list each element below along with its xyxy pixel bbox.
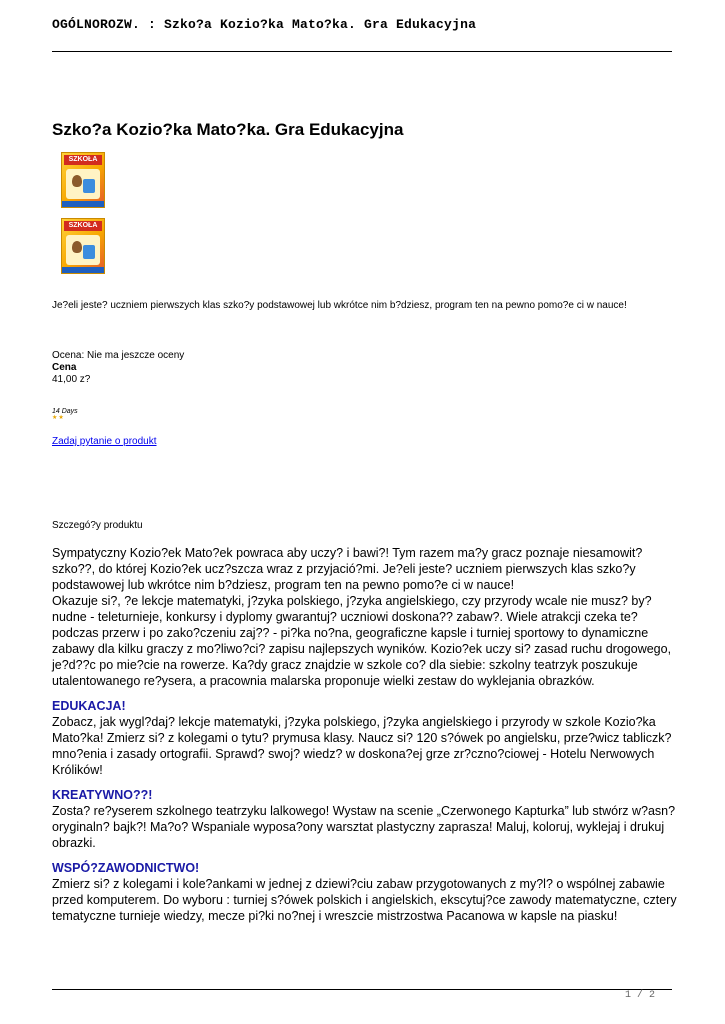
- box-artwork: [66, 235, 100, 265]
- section-heading-kreatywnosc: KREATYWNO??!: [52, 788, 153, 802]
- price-label: Cena: [52, 362, 77, 373]
- header-divider: [52, 51, 672, 52]
- box-artwork: [66, 169, 100, 199]
- product-short-description: Je?eli jeste? uczniem pierwszych klas szko?y podstawowej lub wkrótce nim b?dziesz, program ten na pewno pomo?e ci w nauce!: [52, 300, 627, 311]
- section-text-wspolzawodnictwo: Zmierz si? z kolegami i kole?ankami w jednej z dziewi?ciu zabaw przygotowanych z my?l? o wspólnej zabawie przed komputerem. Do wyboru : turniej s?ówek polskich i angielskich, ekscytuj?ce zawody matematyczne, cztery tematyczne turnieje wiedzy, mecze pi?ki no?nej i wreszcie mistrzostwa Pacanowa w kapsle na piasku!: [52, 877, 677, 923]
- section-text-kreatywnosc: Zosta? re?yserem szkolnego teatrzyku lalkowego! Wystaw na scenie „Czerwonego Kapturka” lub stwórz w?asn? oryginaln? bajk?! Ma?o? Wspaniale wyposa?ony warsztat plastyczny zaprasza! Maluj, koloruj, wyklejaj i drukuj obrazki.: [52, 804, 676, 850]
- product-title: Szko?a Kozio?ka Mato?ka. Gra Edukacyjna: [52, 120, 404, 139]
- box-stripe: [62, 267, 104, 273]
- details-label: Szczegó?y produktu: [52, 520, 143, 531]
- availability-text: 14 Days: [52, 408, 78, 415]
- price-value: 41,00 z?: [52, 374, 91, 385]
- rating-text: Ocena: Nie ma jeszcze oceny: [52, 350, 185, 361]
- section-heading-edukacja: EDUKACJA!: [52, 699, 126, 713]
- ask-question-link[interactable]: Zadaj pytanie o produkt: [52, 436, 157, 447]
- rating-block: [52, 350, 184, 386]
- availability-stars-icon: ★★: [52, 415, 65, 421]
- section-heading-wspolzawodnictwo: WSPÓ?ZAWODNICTWO!: [52, 861, 200, 875]
- box-stripe: [62, 201, 104, 207]
- product-image[interactable]: [61, 152, 105, 208]
- footer-divider: [52, 989, 672, 990]
- product-image-thumbnail[interactable]: [61, 218, 105, 274]
- description-paragraph: Okazuje si?, ?e lekcje matematyki, j?zyka polskiego, j?zyka angielskiego, czy przyrody wcale nie musz? by? nudne - teleturnieje, konkursy i dyplomy gwarantuj? uczniowi doskona?? zabaw?. Wiele atrakcji czeka te? podczas przerw i po zako?czeniu zaj?? - pi?ka no?na, geograficzne kapsle i turniej sportowy to dynamiczne zabawy dla kilku graczy z mo?liwo?ci? zapisu najlepszych wyników. Kozio?ek uczy si? zasad ruchu drogowego, je?d??c po mie?cie na rowerze. Ka?dy gracz znajdzie w szkole co? dla siebie: szkolny teatrzyk poszukuje utalentowanego re?ysera, a pracownia malarska proponuje wielki zestaw do wyklejania obrazków.: [52, 594, 672, 688]
- description-paragraph: Sympatyczny Kozio?ek Mato?ek powraca aby uczy? i bawi?! Tym razem ma?y gracz poznaje niesamowit? szko??, do której Kozio?ek ucz?szcza wraz z przyjació?mi. Je?eli jeste? uczniem pierwszych klas szko?y podstawowej lub wkrótce nim b?dziesz, program ten na pewno pomo?e ci w nauce!: [52, 546, 643, 592]
- availability: [52, 408, 78, 421]
- section-text-edukacja: Zobacz, jak wygl?daj? lekcje matematyki, j?zyka polskiego, j?zyka angielskiego i przyrody w szkole Kozio?ka Mato?ka! Zmierz si? z kolegami o tytu? prymusa klasy. Naucz si? 120 s?ówek po angielsku, prze?wicz tabliczk? mno?enia i zasady ortografii. Sprawd? swoj? wiedz? w doskona?ej grze zr?czno?ciowej - Hotelu Nerwowych Królików!: [52, 715, 672, 777]
- box-brand-label: SZKOŁA: [64, 221, 102, 231]
- product-description: [52, 545, 682, 924]
- running-header: OGÓLNOROZW. : Szko?a Kozio?ka Mato?ka. Gra Edukacyjna: [52, 17, 477, 32]
- box-brand-label: SZKOŁA: [64, 155, 102, 165]
- page-number: 1 / 2: [625, 990, 656, 1001]
